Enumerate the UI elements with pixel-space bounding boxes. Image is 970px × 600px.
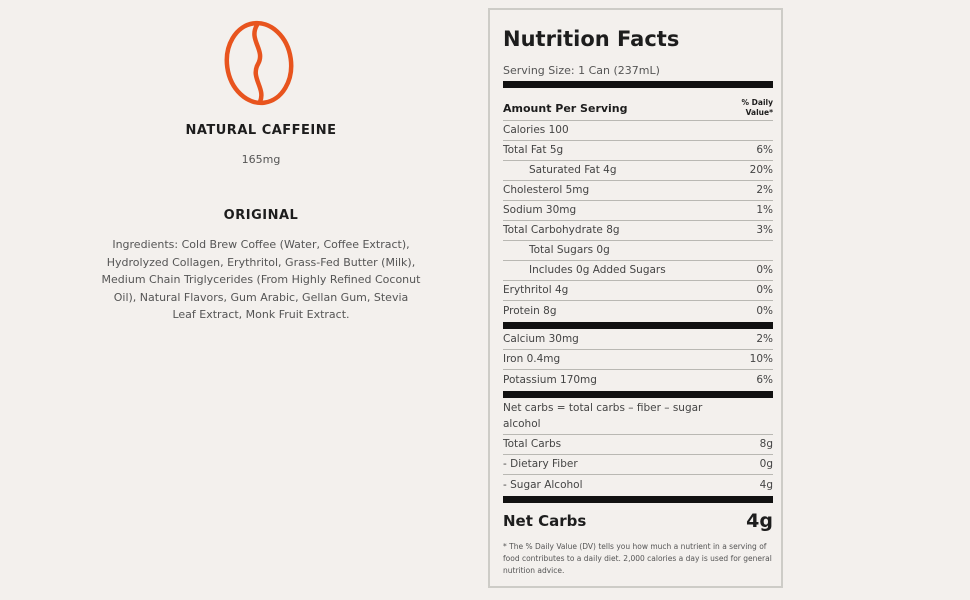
nutrient-dv: 3% xyxy=(756,224,773,236)
nutrient-row xyxy=(503,160,773,181)
nutrient-name: Total Sugars 0g xyxy=(529,244,610,256)
net-carbs-label: Net Carbs xyxy=(503,512,587,530)
nutrient-name: Saturated Fat 4g xyxy=(529,164,617,176)
calories-label: Calories 100 xyxy=(503,124,569,136)
serving-size: Serving Size: 1 Can (237mL) xyxy=(503,64,660,77)
mineral-name: Calcium 30mg xyxy=(503,333,579,345)
nutrient-row xyxy=(503,140,773,161)
mineral-name: Potassium 170mg xyxy=(503,374,597,386)
nutrition-facts-panel xyxy=(488,8,783,588)
thick-divider xyxy=(503,391,773,398)
nutrient-row xyxy=(503,180,773,201)
carb-row xyxy=(503,475,773,495)
mineral-dv: 10% xyxy=(749,353,773,365)
nutrient-name: Sodium 30mg xyxy=(503,204,577,216)
daily-value-footnote: * The % Daily Value (DV) tells you how much a nutrient in a serving of food contributes to a daily diet. 2,000 calories a day is used for general nutrition advice. xyxy=(503,542,772,575)
net-carbs-formula: Net carbs = total carbs – fiber – sugar alcohol xyxy=(503,402,703,430)
mineral-dv: 6% xyxy=(756,374,773,386)
net-carbs-row xyxy=(503,508,773,534)
nutrient-name: Erythritol 4g xyxy=(503,284,569,296)
dv-header-line2: Value* xyxy=(745,108,773,117)
nutrient-dv: 2% xyxy=(756,184,773,196)
net-carbs-formula-row xyxy=(503,400,773,435)
amount-header-row xyxy=(503,96,773,121)
nutrient-name: Total Fat 5g xyxy=(503,144,564,156)
nutrient-dv: 0% xyxy=(756,305,773,317)
carb-value: 4g xyxy=(759,479,773,491)
carb-row xyxy=(503,434,773,455)
nutrient-name: Cholesterol 5mg xyxy=(503,184,590,196)
carb-name: - Sugar Alcohol xyxy=(503,479,583,491)
flavor-title: ORIGINAL xyxy=(223,208,299,223)
nutrient-row xyxy=(503,240,773,261)
ingredients-text: Ingredients: Cold Brew Coffee (Water, Coffee Extract), Hydrolyzed Collagen, Erythritol, Grass-Fed Butter (Milk), Medium Chain Triglycerides (From Highly Refined Coconut Oil), Natural Flavors, Gum Arabic, Gellan Gum, Stevia Leaf Extract, Monk Fruit Extract. xyxy=(101,238,421,321)
carb-value: 8g xyxy=(759,438,773,450)
mineral-dv: 2% xyxy=(756,333,773,345)
nutrient-name: Protein 8g xyxy=(503,305,557,317)
mineral-row xyxy=(503,329,773,350)
carb-name: Total Carbs xyxy=(503,438,562,450)
coffee-bean-icon xyxy=(224,20,294,106)
nutrient-dv: 20% xyxy=(749,164,773,176)
mineral-row xyxy=(503,370,773,390)
nutrient-dv: 6% xyxy=(756,144,773,156)
thick-divider xyxy=(503,496,773,503)
carb-row xyxy=(503,454,773,475)
nutrient-row xyxy=(503,220,773,241)
nutrient-row xyxy=(503,200,773,221)
amount-per-serving-label: Amount Per Serving xyxy=(503,101,628,115)
carb-value: 0g xyxy=(759,458,773,470)
thick-divider xyxy=(503,322,773,329)
daily-value-header xyxy=(742,98,773,118)
net-carbs-value: 4g xyxy=(746,510,773,532)
nutrient-dv: 1% xyxy=(756,204,773,216)
dv-header-line1: % Daily xyxy=(741,98,773,107)
carb-name: - Dietary Fiber xyxy=(503,458,578,470)
caffeine-amount: 165mg xyxy=(241,153,281,166)
nutrition-facts-title: Nutrition Facts xyxy=(503,27,680,51)
thick-divider xyxy=(503,81,773,88)
nutrient-name: Includes 0g Added Sugars xyxy=(529,264,666,276)
calories-row xyxy=(503,120,773,141)
nutrient-name: Total Carbohydrate 8g xyxy=(503,224,620,236)
nutrient-row xyxy=(503,260,773,281)
mineral-name: Iron 0.4mg xyxy=(503,353,561,365)
nutrient-row xyxy=(503,301,773,321)
nutrient-dv: 0% xyxy=(756,264,773,276)
caffeine-title: NATURAL CAFFEINE xyxy=(185,123,337,138)
nutrient-row xyxy=(503,280,773,301)
nutrient-dv: 0% xyxy=(756,284,773,296)
mineral-row xyxy=(503,349,773,370)
